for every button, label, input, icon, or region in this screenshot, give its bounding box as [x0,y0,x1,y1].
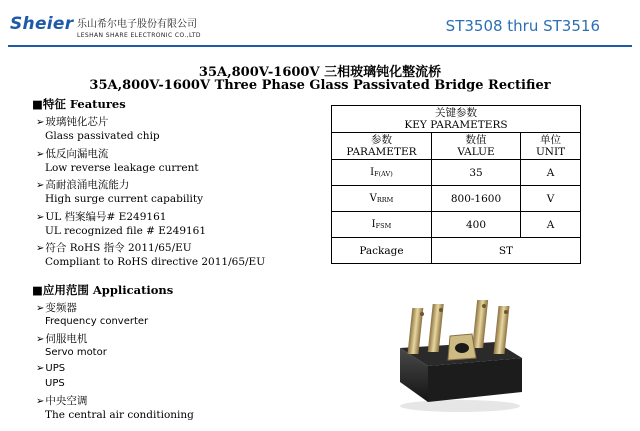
application-item-en: The central air conditioning [45,409,194,421]
feature-item-en: High surge current capability [45,193,204,205]
parameter-symbol: IFSM [332,212,432,238]
column-header-parameter: 参数 PARAMETER [332,133,432,160]
arrow-bullet-icon: ➢ [36,117,45,128]
title-en: 35A,800V-1600V Three Phase Glass Passivated Bridge Rectifier [89,78,551,93]
application-item-cn: ➢UPS [36,363,66,374]
parameter-unit: V [521,186,581,212]
company-name-en: LESHAN SHARE ELECTRONIC CO.,LTD [77,32,201,39]
applications-heading: ■应用范围 Applications [32,283,174,297]
feature-item-en: Glass passivated chip [45,130,160,142]
arrow-bullet-icon: ➢ [36,363,45,374]
feature-item-cn: ➢UL 档案编号# E249161 [36,211,167,223]
application-item-cn: ➢伺服电机 [36,333,88,345]
arrow-bullet-icon: ➢ [36,396,45,407]
table-title-row [332,106,581,133]
features-heading: ■特征 Features [32,97,126,111]
feature-item-cn: ➢玻璃钝化芯片 [36,116,109,128]
company-name [77,15,201,39]
parameter-symbol: VRRM [332,186,432,212]
feature-item-cn: ➢高耐浪涌电流能力 [36,179,130,191]
company-logo: Sheier [10,14,74,34]
parameter-symbol: IF(AV) [332,160,432,186]
package-label: Package [332,238,432,264]
arrow-bullet-icon: ➢ [36,243,45,254]
title-cn: 35A,800V-1600V 三相玻璃钝化整流桥 [198,65,442,80]
arrow-bullet-icon: ➢ [36,212,45,223]
company-name-cn: 乐山希尔电子股份有限公司 [77,19,197,30]
feature-item-en: Compliant to RoHS directive 2011/65/EU [45,256,266,268]
table-row [332,212,581,238]
parameter-unit: A [521,160,581,186]
table-header-row [332,133,581,160]
parameter-value: 800-1600 [431,186,520,212]
arrow-bullet-icon: ➢ [36,149,45,160]
application-item-en: UPS [45,378,65,389]
key-parameters-table [331,105,581,264]
application-item-en: Servo motor [45,347,107,358]
table-row-package [332,238,581,264]
column-header-value: 数值 VALUE [431,133,520,160]
part-range: ST3508 thru ST3516 [445,17,600,35]
package-value: ST [431,238,580,264]
table-title-cell: 关键参数 KEY PARAMETERS [332,106,581,133]
arrow-bullet-icon: ➢ [36,180,45,191]
feature-item-cn: ➢符合 RoHS 指令 2011/65/EU [36,242,192,254]
parameter-unit: A [521,212,581,238]
table-row [332,186,581,212]
arrow-bullet-icon: ➢ [36,334,45,345]
application-item-en: Frequency converter [45,316,149,327]
feature-item-en: Low reverse leakage current [45,162,199,174]
table-row [332,160,581,186]
application-item-cn: ➢中央空调 [36,395,88,407]
arrow-bullet-icon: ➢ [36,303,45,314]
parameter-value: 35 [431,160,520,186]
parameter-value: 400 [431,212,520,238]
column-header-unit: 单位 UNIT [521,133,581,160]
header-divider [8,45,632,47]
application-item-cn: ➢变频器 [36,302,77,314]
feature-item-en: UL recognized file # E249161 [45,225,207,237]
bridge-rectifier-photo [388,292,528,417]
feature-item-cn: ➢低反向漏电流 [36,148,109,160]
